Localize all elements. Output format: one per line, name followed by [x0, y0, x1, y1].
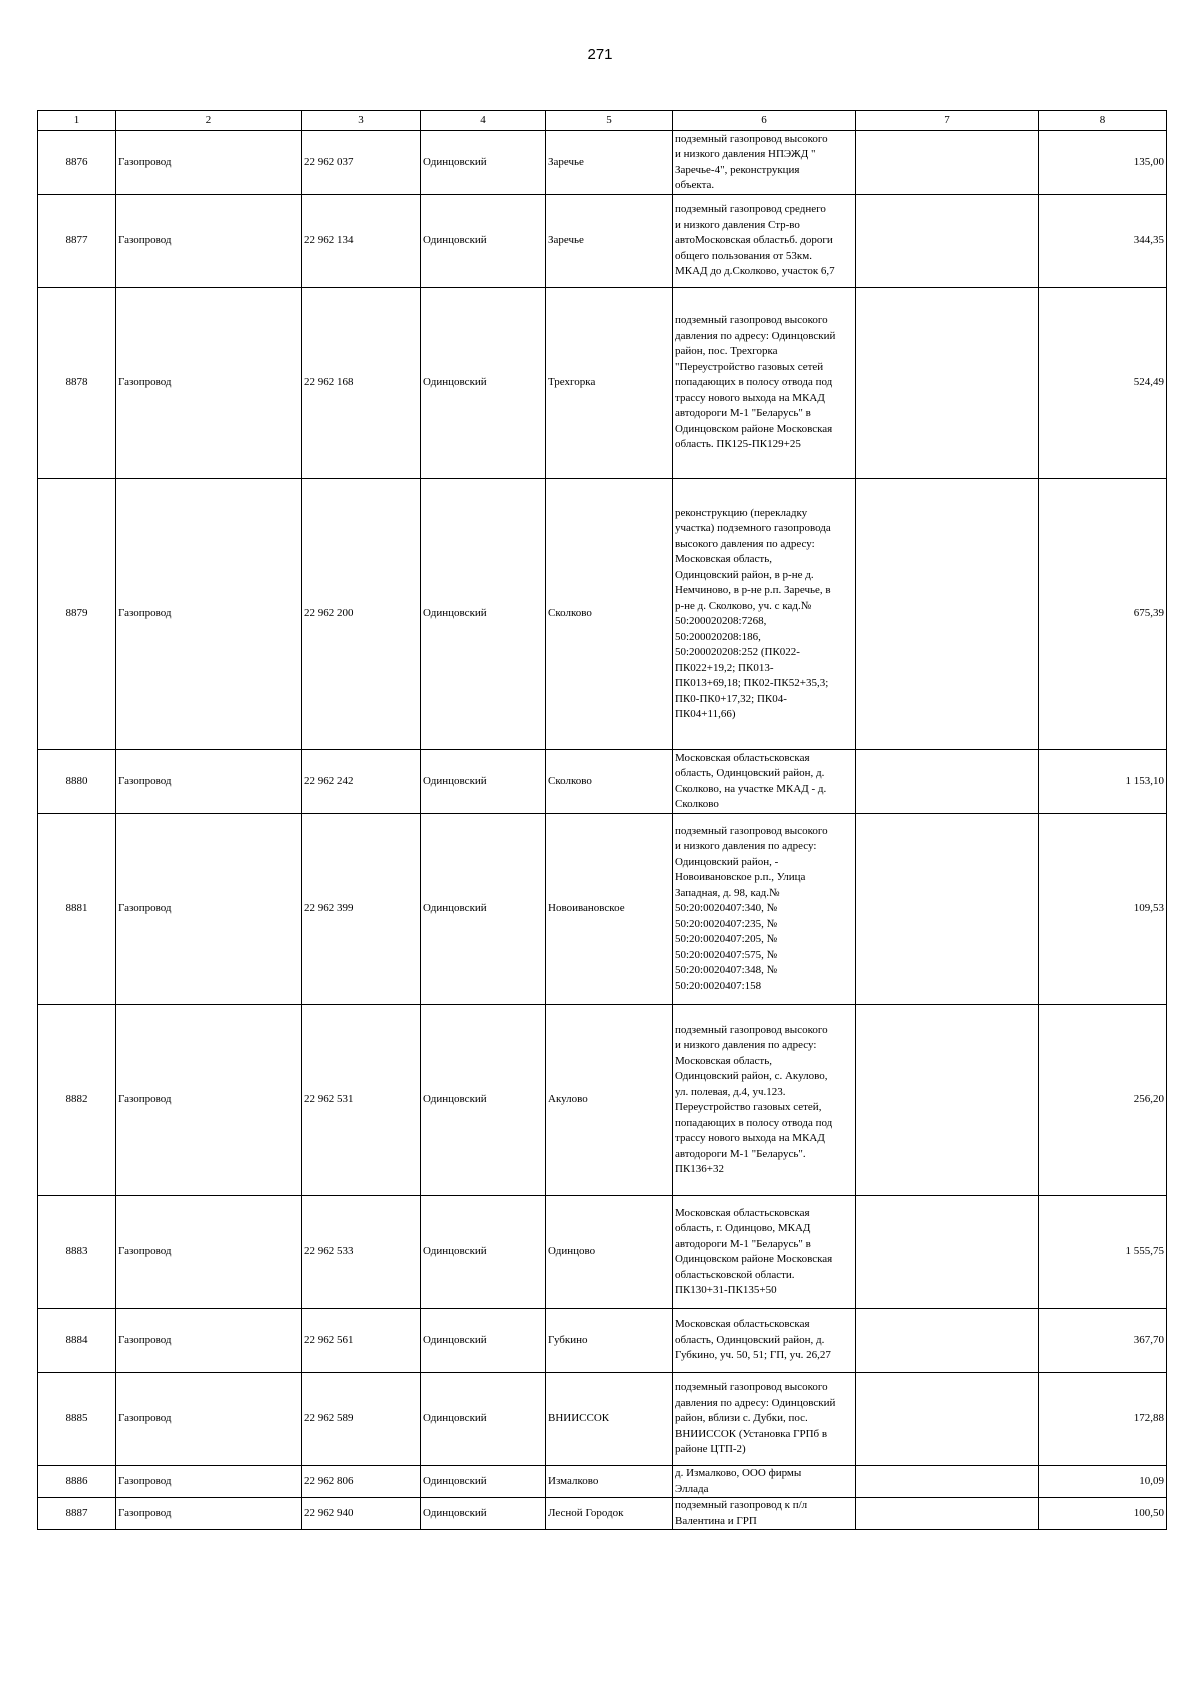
object-code: 22 962 134: [302, 195, 421, 288]
object-description: подземный газопровод высокого и низкого давления по адресу: Московская область, Одинцовский район, с. Акулово, ул. полевая, д.4, уч.123. Переустройство газовых сетей, попадающих в полосу отвода под трассу нового выхода на МКАД автодороги М-1 "Беларусь". ПК136+32: [673, 1005, 856, 1196]
table-row: [38, 750, 1167, 814]
object-code: 22 962 200: [302, 479, 421, 750]
object-description: Московская областьсковская область, Одинцовский район, д. Сколково, на участке МКАД - д. Сколково: [673, 750, 856, 814]
table-row: [38, 1196, 1167, 1309]
object-code: 22 962 399: [302, 814, 421, 1005]
table-row: [38, 479, 1167, 750]
object-type: Газопровод: [116, 131, 302, 195]
column-header: 1: [38, 111, 116, 131]
object-type: Газопровод: [116, 288, 302, 479]
page-number: 271: [587, 46, 613, 63]
object-description: подземный газопровод высокого и низкого давления по адресу: Одинцовский район, - Новоивановское р.п., Улица Западная, д. 98, кад.№ 50:20:0020407:340, № 50:20:0020407:235, № 50:20:0020407:205, № 50:20:0020407:575, № 50:20:0020407:348, № 50:20:0020407:158: [673, 814, 856, 1005]
column-7-cell: [856, 1498, 1039, 1530]
object-code: 22 962 533: [302, 1196, 421, 1309]
column-7-cell: [856, 1309, 1039, 1373]
object-type: Газопровод: [116, 1309, 302, 1373]
object-description: Московская областьсковская область, Одинцовский район, д. Губкино, уч. 50, 51; ГП, уч. 26,27: [673, 1309, 856, 1373]
object-type: Газопровод: [116, 814, 302, 1005]
length-value: 344,35: [1039, 195, 1167, 288]
object-description: подземный газопровод к п/л Валентина и ГРП: [673, 1498, 856, 1530]
district: Одинцовский: [421, 1498, 546, 1530]
object-code: 22 962 561: [302, 1309, 421, 1373]
object-description: Московская областьсковская область, г. Одинцово, МКАД автодороги М-1 "Беларусь" в Одинцовском районе Московская областьсковской области. ПК130+31-ПК135+50: [673, 1196, 856, 1309]
district: Одинцовский: [421, 195, 546, 288]
column-7-cell: [856, 479, 1039, 750]
column-7-cell: [856, 1373, 1039, 1466]
table-row: [38, 1498, 1167, 1530]
column-header: 3: [302, 111, 421, 131]
district: Одинцовский: [421, 1196, 546, 1309]
object-type: Газопровод: [116, 479, 302, 750]
row-number: 8884: [38, 1309, 116, 1373]
district: Одинцовский: [421, 1373, 546, 1466]
length-value: 524,49: [1039, 288, 1167, 479]
object-code: 22 962 242: [302, 750, 421, 814]
object-type: Газопровод: [116, 1196, 302, 1309]
length-value: 135,00: [1039, 131, 1167, 195]
length-value: 1 153,10: [1039, 750, 1167, 814]
object-code: 22 962 806: [302, 1466, 421, 1498]
locality: Трехгорка: [546, 288, 673, 479]
object-code: 22 962 589: [302, 1373, 421, 1466]
row-number: 8886: [38, 1466, 116, 1498]
row-number: 8882: [38, 1005, 116, 1196]
row-number: 8879: [38, 479, 116, 750]
length-value: 109,53: [1039, 814, 1167, 1005]
column-header: 4: [421, 111, 546, 131]
column-header: 6: [673, 111, 856, 131]
table-row: [38, 1309, 1167, 1373]
table-row: [38, 1005, 1167, 1196]
length-value: 100,50: [1039, 1498, 1167, 1530]
row-number: 8881: [38, 814, 116, 1005]
column-header: 8: [1039, 111, 1167, 131]
column-header: 7: [856, 111, 1039, 131]
column-7-cell: [856, 1005, 1039, 1196]
object-type: Газопровод: [116, 195, 302, 288]
table-header-row: [38, 111, 1167, 131]
length-value: 675,39: [1039, 479, 1167, 750]
column-7-cell: [856, 750, 1039, 814]
column-header: 5: [546, 111, 673, 131]
object-description: подземный газопровод высокого давления по адресу: Одинцовский район, пос. Трехгорка "Переустройство газовых сетей попадающих в полосу отвода под трассу нового выхода на МКАД автодороги М-1 "Беларусь" в Одинцовском районе Московская область. ПК125-ПК129+25: [673, 288, 856, 479]
object-type: Газопровод: [116, 750, 302, 814]
locality: Одинцово: [546, 1196, 673, 1309]
locality: Новоивановское: [546, 814, 673, 1005]
district: Одинцовский: [421, 1005, 546, 1196]
object-code: 22 962 037: [302, 131, 421, 195]
locality: ВНИИССОК: [546, 1373, 673, 1466]
length-value: 1 555,75: [1039, 1196, 1167, 1309]
table-row: [38, 1373, 1167, 1466]
row-number: 8876: [38, 131, 116, 195]
row-number: 8878: [38, 288, 116, 479]
district: Одинцовский: [421, 750, 546, 814]
district: Одинцовский: [421, 479, 546, 750]
object-description: подземный газопровод среднего и низкого давления Стр-во автоМосковская областьб. дороги общего пользования от 53км. МКАД до д.Сколково, участок 6,7: [673, 195, 856, 288]
object-type: Газопровод: [116, 1373, 302, 1466]
table-body: [38, 131, 1167, 1530]
locality: Измалково: [546, 1466, 673, 1498]
table-row: [38, 814, 1167, 1005]
district: Одинцовский: [421, 1466, 546, 1498]
object-code: 22 962 940: [302, 1498, 421, 1530]
table-row: [38, 1466, 1167, 1498]
locality: Акулово: [546, 1005, 673, 1196]
column-header: 2: [116, 111, 302, 131]
table-row: [38, 131, 1167, 195]
table-row: [38, 288, 1167, 479]
column-7-cell: [856, 1196, 1039, 1309]
locality: Лесной Городок: [546, 1498, 673, 1530]
district: Одинцовский: [421, 131, 546, 195]
row-number: 8883: [38, 1196, 116, 1309]
object-description: подземный газопровод высокого давления по адресу: Одинцовский район, вблизи с. Дубки, пос. ВНИИССОК (Установка ГРПб в районе ЦТП-2): [673, 1373, 856, 1466]
locality: Заречье: [546, 131, 673, 195]
object-code: 22 962 168: [302, 288, 421, 479]
locality: Сколково: [546, 750, 673, 814]
gas-pipeline-registry-table: [37, 110, 1167, 1530]
locality: Заречье: [546, 195, 673, 288]
column-7-cell: [856, 288, 1039, 479]
locality: Сколково: [546, 479, 673, 750]
district: Одинцовский: [421, 1309, 546, 1373]
row-number: 8885: [38, 1373, 116, 1466]
object-description: д. Измалково, ООО фирмы Эллада: [673, 1466, 856, 1498]
row-number: 8887: [38, 1498, 116, 1530]
length-value: 367,70: [1039, 1309, 1167, 1373]
object-code: 22 962 531: [302, 1005, 421, 1196]
object-type: Газопровод: [116, 1005, 302, 1196]
object-type: Газопровод: [116, 1498, 302, 1530]
district: Одинцовский: [421, 288, 546, 479]
object-type: Газопровод: [116, 1466, 302, 1498]
column-7-cell: [856, 814, 1039, 1005]
row-number: 8880: [38, 750, 116, 814]
column-7-cell: [856, 131, 1039, 195]
length-value: 256,20: [1039, 1005, 1167, 1196]
district: Одинцовский: [421, 814, 546, 1005]
object-description: реконструкцию (перекладку участка) подземного газопровода высокого давления по адресу: Московская область, Одинцовский район, в р-не д. Немчиново, в р-не р.п. Заречье, в р-не д. Сколково, уч. с кад.№ 50:200020208:7268, 50:200020208:186, 50:200020208:252 (ПК022- ПК022+19,2; ПК013- ПК013+69,18; ПК02-ПК52+35,3; ПК0-ПК0+17,32; ПК04- ПК04+11,66): [673, 479, 856, 750]
table-row: [38, 195, 1167, 288]
locality: Губкино: [546, 1309, 673, 1373]
column-7-cell: [856, 195, 1039, 288]
column-7-cell: [856, 1466, 1039, 1498]
length-value: 172,88: [1039, 1373, 1167, 1466]
length-value: 10,09: [1039, 1466, 1167, 1498]
row-number: 8877: [38, 195, 116, 288]
object-description: подземный газопровод высокого и низкого давления НПЭЖД " Заречье-4", реконструкция объекта.: [673, 131, 856, 195]
